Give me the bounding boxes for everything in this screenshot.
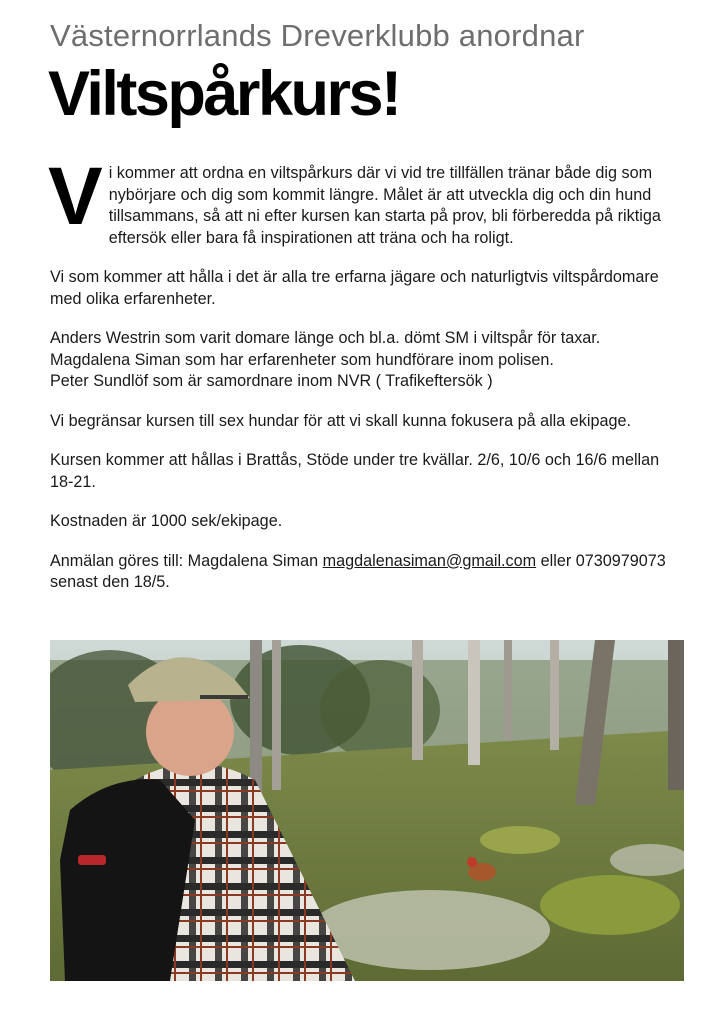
instructor-anders: Anders Westrin som varit domare länge och bl.a. dömt SM i viltspår för taxar. — [50, 329, 601, 347]
forest-tracking-photo — [50, 640, 684, 981]
email-link[interactable]: magdalenasiman@gmail.com — [322, 551, 537, 570]
signup-prefix: Anmälan göres till: Magdalena Siman — [50, 551, 323, 570]
instructor-magdalena: Magdalena Siman som har erfarenheter som hundförare inom polisen. — [50, 350, 554, 369]
signup-suffix: eller 0730979073 senast den 18/5. — [50, 551, 666, 591]
signup-paragraph — [50, 551, 686, 594]
instructors-list — [50, 328, 686, 393]
location-paragraph: Kursen kommer att hållas i Brattås, Stöde under tre kvällar. 2/6, 10/6 och 16/6 mellan 18-21. — [50, 451, 660, 491]
body-text — [48, 151, 686, 612]
limit-paragraph: Vi begränsar kursen till sex hundar för att vi skall kunna fokusera på alla ekipage. — [50, 411, 631, 430]
drop-cap: V — [48, 151, 103, 242]
instructors-intro-paragraph: Vi som kommer att hålla i det är alla tre erfarna jägare och naturligtvis viltspårdomare med olika erfarenheter. — [50, 268, 659, 308]
intro-text: i kommer att ordna en viltspårkurs där vi vid tre tillfällen tränar både dig som nybörjare och dig som kommit längre. Målet är att utveckla dig och din hund tillsammans, så att ni efter kursen kan starta på prov, bli förberedda på riktiga eftersök eller bara få inspirationen att träna och ha roligt. — [108, 164, 661, 247]
page-subtitle: Västernorrlands Dreverklubb anordnar — [50, 18, 585, 53]
instructor-peter: Peter Sundlöf som är samordnare inom NVR ( Trafikeftersök ) — [50, 372, 493, 390]
intro-paragraph — [48, 151, 686, 249]
cost-paragraph: Kostnaden är 1000 sek/ekipage. — [50, 512, 283, 530]
page-title: Viltspårkurs! — [48, 59, 400, 129]
